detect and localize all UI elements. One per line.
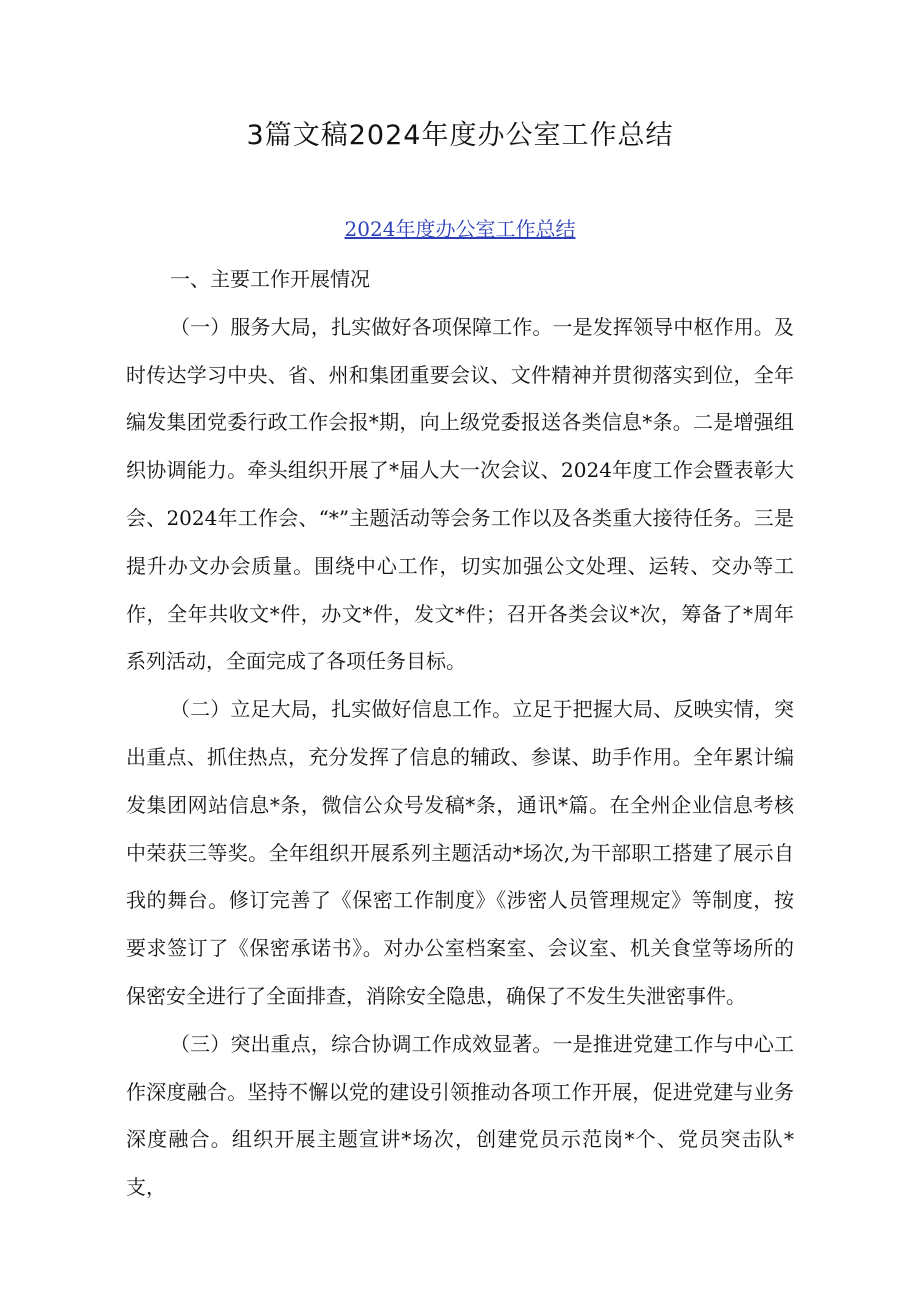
paragraph-1: （一）服务大局，扎实做好各项保障工作。一是发挥领导中枢作用。及时传达学习中央、省、州和集团重要会议、文件精神并贯彻落实到位，全年编发集团党委行政工作会报*期，向上级党委报送各类信息*条。二是增强组织协调能力。牵头组织开展了*届人大一次会议、2024年度工作会暨表彰大会、2024年工作会、“*”主题活动等会务工作以及各类重大接待任务。三是提升办文办会质量。围绕中心工作，切实加强公文处理、运转、交办等工作，全年共收文*件，办文*件，发文*件；召开各类会议*次，筹备了*周年系列活动，全面完成了各项任务目标。 xyxy=(126,314,794,674)
document-body xyxy=(126,256,794,1212)
document-title: 3篇文稿2024年度办公室工作总结 xyxy=(246,120,674,151)
section-heading: 一、主要工作开展情况 xyxy=(170,267,370,291)
section-link[interactable]: 2024年度办公室工作总结 xyxy=(344,217,576,241)
paragraph-2: （二）立足大局，扎实做好信息工作。立足于把握大局、反映实情，突出重点、抓住热点，充分发挥了信息的辅政、参谋、助手作用。全年累计编发集团网站信息*条，微信公众号发稿*条，通讯*篇。在全州企业信息考核中荣获三等奖。全年组织开展系列主题活动*场次,为干部职工搭建了展示自我的舞台。修订完善了《保密工作制度》《涉密人员管理规定》等制度，按要求签订了《保密承诺书》。对办公室档案室、会议室、机关食堂等场所的保密安全进行了全面排查，消除安全隐患，确保了不发生失泄密事件。 xyxy=(126,697,794,1008)
paragraph-3: （三）突出重点，综合协调工作成效显著。一是推进党建工作与中心工作深度融合。坚持不懈以党的建设引领推动各项工作开展，促进党建与业务深度融合。组织开展主题宣讲*场次，创建党员示范岗*个、党员突击队*支， xyxy=(126,1031,794,1200)
section-title-link xyxy=(0,212,920,246)
